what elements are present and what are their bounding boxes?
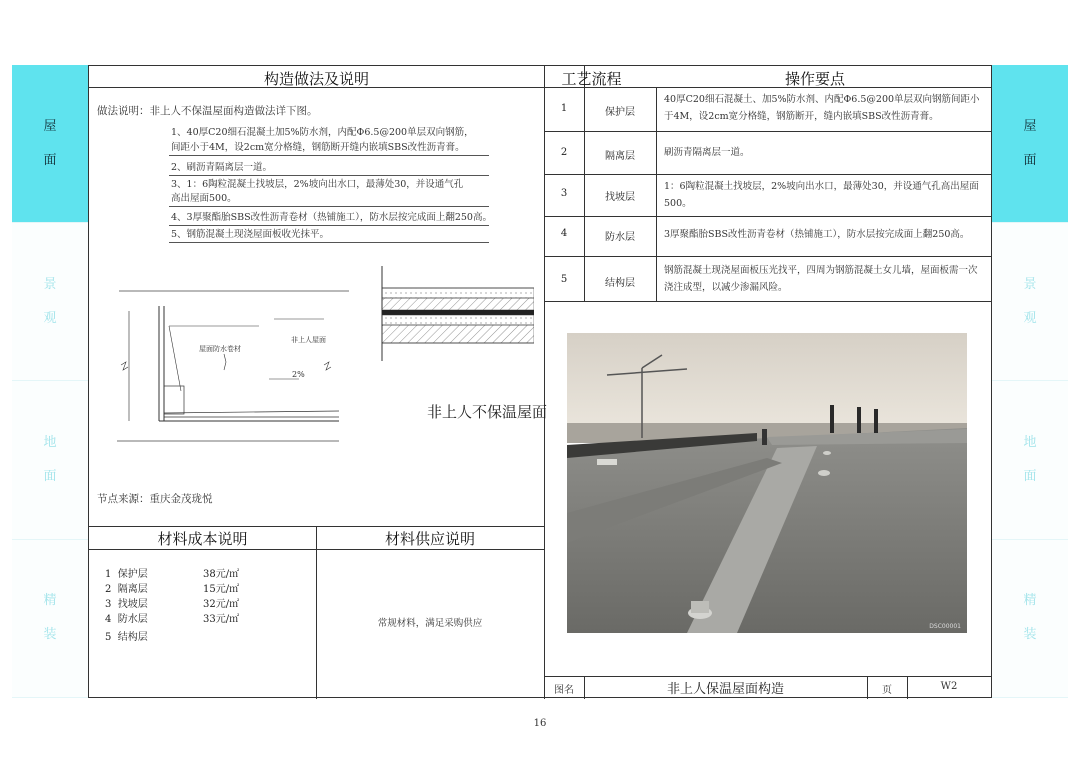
method-line-2: 间距小于4M，设2cm宽分格缝，钢筋断开缝内嵌填SBS改性沥青膏。 xyxy=(169,141,489,156)
tab-roof-left[interactable] xyxy=(12,65,88,223)
method-line-7: 5、钢筋混凝土现浇屋面板收光抹平。 xyxy=(169,228,489,243)
process-name: 防水层 xyxy=(605,232,635,243)
tab-label: 精 装 xyxy=(43,593,57,643)
material-item: 1 保护层 xyxy=(105,569,148,580)
method-line-1: 1、40厚C20细石混凝土加5%防水剂，内配Φ6.5@200单层双向钢筋， xyxy=(171,127,474,138)
process-desc: 1：6陶粒混凝土找坡层，2%坡向出水口，最薄处30，并设通气孔高出屋面500。 xyxy=(664,181,979,209)
process-name: 结构层 xyxy=(605,278,635,289)
key-points-header: 操作要点 xyxy=(784,70,845,88)
process-row-1 xyxy=(544,87,991,131)
process-num: 1 xyxy=(560,103,568,114)
method-line-4: 3、1：6陶粒混凝土找坡层，2%坡向出水口，最薄处30，并设通气孔 xyxy=(171,179,464,190)
footer-rule xyxy=(544,676,991,677)
row-rule-5 xyxy=(544,301,991,302)
method-intro: 做法说明：非上人不保温屋面构造做法详下图。 xyxy=(97,105,318,117)
tab-roof-right[interactable] xyxy=(992,65,1068,223)
page-number: 16 xyxy=(533,718,547,729)
tab-label: 屋 面 xyxy=(1023,118,1037,168)
process-desc: 40厚C20细石混凝土、加5%防水剂、内配Φ6.5@200单层双向钢筋间距小于4M，设2cm宽分格缝，钢筋断开，缝内嵌填SBS改性沥青膏。 xyxy=(664,94,980,122)
right-tab-column xyxy=(992,65,1068,698)
method-line-3: 2、刷沥青隔离层一道。 xyxy=(169,161,489,176)
material-price: 32元/㎡ xyxy=(203,599,240,610)
tab-finishing-right[interactable] xyxy=(992,540,1068,698)
method-line-6: 4、3厚聚酯胎SBS改性沥青卷材（热铺施工），防水层按完成面上翻250高。 xyxy=(169,211,489,226)
tab-landscape-right[interactable] xyxy=(992,223,1068,381)
tab-label: 地 面 xyxy=(43,434,57,484)
process-desc: 钢筋混凝土现浇屋面板压光找平，四周为钢筋混凝土女儿墙，屋面板需一次浇注成型，以减少渗漏风险。 xyxy=(664,265,978,293)
process-num: 5 xyxy=(560,274,568,285)
page-label: 页 xyxy=(882,685,892,696)
drawing-slope: 2% xyxy=(292,370,305,379)
process-name: 保护层 xyxy=(605,107,635,118)
material-item: 5 结构层 xyxy=(105,632,148,643)
tab-label: 景 观 xyxy=(1023,276,1037,326)
construction-header: 构造做法及说明 xyxy=(263,70,369,88)
page-code: W2 xyxy=(940,681,958,692)
process-row-2 xyxy=(544,131,991,174)
tab-ground-right[interactable] xyxy=(992,381,1068,539)
process-name: 隔离层 xyxy=(605,151,635,162)
tab-finishing-left[interactable] xyxy=(12,540,88,698)
roof-site-image xyxy=(567,333,967,633)
process-header: 工艺流程 xyxy=(561,70,622,88)
site-photo xyxy=(567,333,967,633)
left-tab-column xyxy=(12,65,88,698)
material-cost-header: 材料成本说明 xyxy=(157,530,248,548)
drawing-label-gutter: 屋面防水卷材 xyxy=(199,345,241,353)
material-price: 33元/㎡ xyxy=(203,614,240,625)
process-desc: 3厚聚酯胎SBS改性沥青卷材（热铺施工），防水层按完成面上翻250高。 xyxy=(664,229,970,240)
material-supply-header: 材料供应说明 xyxy=(384,530,475,548)
material-price: 15元/㎡ xyxy=(203,584,240,595)
material-divider xyxy=(316,526,317,699)
process-name: 找坡层 xyxy=(605,192,635,203)
tab-label: 屋 面 xyxy=(43,118,57,168)
drawing-caption: 非上人不保温屋面 xyxy=(427,403,548,421)
process-row-4 xyxy=(544,216,991,256)
material-item: 2 隔离层 xyxy=(105,584,148,595)
process-num: 2 xyxy=(560,147,568,158)
photo-tag: DSC00001 xyxy=(929,623,961,630)
process-desc: 刷沥青隔离层一道。 xyxy=(664,147,750,158)
tab-label: 景 观 xyxy=(43,276,57,326)
drawing-sheet xyxy=(88,65,992,698)
layer-section-drawing xyxy=(374,266,534,361)
supply-text: 常规材料，满足采购供应 xyxy=(377,618,483,629)
section-detail-drawing xyxy=(109,281,349,451)
process-row-3 xyxy=(544,174,991,216)
drawing-label-top: 非上人屋面 xyxy=(291,336,326,344)
tab-label: 地 面 xyxy=(1023,434,1037,484)
node-source: 节点来源：重庆金茂珑悦 xyxy=(97,493,213,505)
process-row-5 xyxy=(544,256,991,301)
method-line-5: 高出屋面500。 xyxy=(169,192,489,207)
process-num: 4 xyxy=(560,228,568,239)
process-num: 3 xyxy=(560,188,568,199)
material-item: 3 找坡层 xyxy=(105,599,148,610)
drawing-name-label: 图名 xyxy=(554,685,574,696)
tab-landscape-left[interactable] xyxy=(12,223,88,381)
material-price: 38元/㎡ xyxy=(203,569,240,580)
material-item: 4 防水层 xyxy=(105,614,148,625)
tab-ground-left[interactable] xyxy=(12,381,88,539)
tab-label: 精 装 xyxy=(1023,593,1037,643)
drawing-name: 非上人保温屋面构造 xyxy=(666,682,784,697)
